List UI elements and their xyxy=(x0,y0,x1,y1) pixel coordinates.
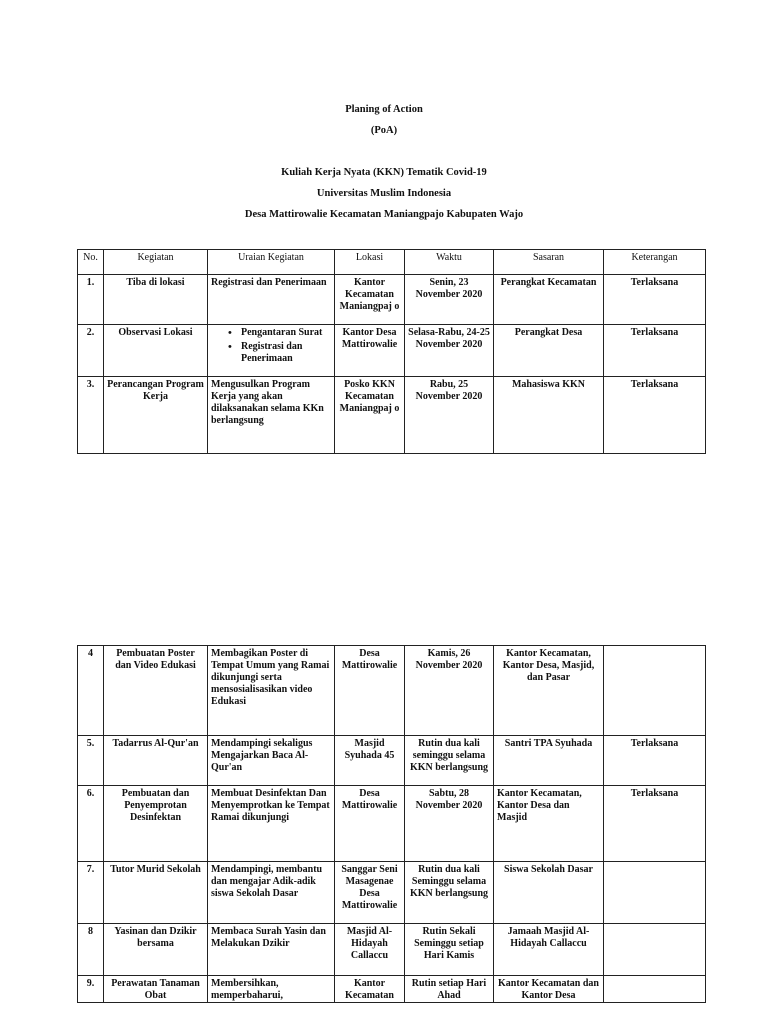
cell-no: 3. xyxy=(78,377,104,454)
cell-no: 9. xyxy=(78,976,104,1003)
cell-no: 2. xyxy=(78,325,104,377)
cell-keterangan xyxy=(604,976,706,1003)
cell-lokasi: Desa Mattirowalie xyxy=(335,646,405,736)
cell-uraian: Membersihkan, memperbaharui, xyxy=(208,976,335,1003)
cell-waktu: Rutin Sekali Seminggu setiap Hari Kamis xyxy=(405,924,494,976)
cell-waktu: Kamis, 26 November 2020 xyxy=(405,646,494,736)
cell-kegiatan: Perancangan Program Kerja xyxy=(104,377,208,454)
column-header-keterangan: Keterangan xyxy=(604,250,706,275)
cell-keterangan: Terlaksana xyxy=(604,736,706,786)
cell-waktu: Sabtu, 28 November 2020 xyxy=(405,786,494,862)
cell-waktu: Rutin setiap Hari Ahad xyxy=(405,976,494,1003)
cell-uraian: Membaca Surah Yasin dan Melakukan Dzikir xyxy=(208,924,335,976)
table-header-row xyxy=(78,250,706,275)
cell-kegiatan: Pembuatan Poster dan Video Edukasi xyxy=(104,646,208,736)
table-row xyxy=(78,976,706,1003)
column-header-uraian: Uraian Kegiatan xyxy=(208,250,335,275)
cell-waktu: Rabu, 25 November 2020 xyxy=(405,377,494,454)
cell-waktu: Selasa-Rabu, 24-25 November 2020 xyxy=(405,325,494,377)
cell-no: 5. xyxy=(78,736,104,786)
cell-kegiatan: Tadarrus Al-Qur'an xyxy=(104,736,208,786)
cell-uraian: Mendampingi sekaligus Mengajarkan Baca Al-Qur'an xyxy=(208,736,335,786)
cell-keterangan: Terlaksana xyxy=(604,377,706,454)
cell-uraian: Registrasi dan Penerimaan xyxy=(208,275,335,325)
table-row xyxy=(78,924,706,976)
cell-kegiatan: Perawatan Tanaman Obat xyxy=(104,976,208,1003)
cell-kegiatan: Pembuatan dan Penyemprotan Desinfektan xyxy=(104,786,208,862)
table-row xyxy=(78,786,706,862)
cell-lokasi: Kantor Kecamatan Maniangpaj o xyxy=(335,275,405,325)
table-row xyxy=(78,325,706,377)
cell-sasaran: Santri TPA Syuhada xyxy=(494,736,604,786)
cell-sasaran: Perangkat Kecamatan xyxy=(494,275,604,325)
cell-lokasi: Posko KKN Kecamatan Maniangpaj o xyxy=(335,377,405,454)
location-line: Desa Mattirowalie Kecamatan Maniangpajo Kabupaten Wajo xyxy=(244,209,524,220)
column-header-no: No. xyxy=(78,250,104,275)
poa-table-part-2 xyxy=(77,645,706,1003)
cell-no: 1. xyxy=(78,275,104,325)
uraian-bullet-list xyxy=(211,327,331,365)
cell-lokasi: Desa Mattirowalie xyxy=(335,786,405,862)
cell-sasaran: Kantor Kecamatan, Kantor Desa, Masjid, dan Pasar xyxy=(494,646,604,736)
cell-keterangan xyxy=(604,924,706,976)
cell-lokasi: Sanggar Seni Masagenae Desa Mattirowalie xyxy=(335,862,405,924)
cell-kegiatan: Tiba di lokasi xyxy=(104,275,208,325)
cell-keterangan: Terlaksana xyxy=(604,786,706,862)
poa-table-part-1 xyxy=(77,249,706,454)
cell-no: 4 xyxy=(78,646,104,736)
cell-uraian: Membuat Desinfektan Dan Menyemprotkan ke Tempat Ramai dikunjungi xyxy=(208,786,335,862)
cell-uraian: Mengusulkan Program Kerja yang akan dilaksanakan selama KKn berlangsung xyxy=(208,377,335,454)
cell-waktu: Rutin dua kali seminggu selama KKN berlangsung xyxy=(405,736,494,786)
cell-sasaran: Siswa Sekolah Dasar xyxy=(494,862,604,924)
university-name: Universitas Muslim Indonesia xyxy=(316,188,452,199)
cell-lokasi: Kantor Desa Mattirowalie xyxy=(335,325,405,377)
column-header-kegiatan: Kegiatan xyxy=(104,250,208,275)
column-header-sasaran: Sasaran xyxy=(494,250,604,275)
cell-kegiatan: Observasi Lokasi xyxy=(104,325,208,377)
cell-uraian: Membagikan Poster di Tempat Umum yang Ramai dikunjungi serta mensosialisasikan video Edukasi xyxy=(208,646,335,736)
cell-no: 6. xyxy=(78,786,104,862)
cell-sasaran: Perangkat Desa xyxy=(494,325,604,377)
table-row xyxy=(78,646,706,736)
cell-keterangan xyxy=(604,646,706,736)
bullet-item: • Registrasi dan Penerimaan xyxy=(241,341,331,365)
cell-sasaran: Mahasiswa KKN xyxy=(494,377,604,454)
cell-sasaran: Kantor Kecamatan dan Kantor Desa xyxy=(494,976,604,1003)
table-row xyxy=(78,862,706,924)
table-row xyxy=(78,377,706,454)
cell-keterangan: Terlaksana xyxy=(604,275,706,325)
document-title: Planing of Action xyxy=(345,104,423,115)
cell-lokasi: Masjid Syuhada 45 xyxy=(335,736,405,786)
bullet-item: • Pengantaran Surat xyxy=(241,327,331,339)
cell-sasaran: Kantor Kecamatan, Kantor Desa dan Masjid xyxy=(494,786,604,862)
document-subtitle: (PoA) xyxy=(370,125,398,136)
table-row xyxy=(78,736,706,786)
column-header-waktu: Waktu xyxy=(405,250,494,275)
cell-no: 8 xyxy=(78,924,104,976)
cell-kegiatan: Tutor Murid Sekolah xyxy=(104,862,208,924)
cell-waktu: Rutin dua kali Seminggu selama KKN berlangsung xyxy=(405,862,494,924)
cell-keterangan: Terlaksana xyxy=(604,325,706,377)
cell-no: 7. xyxy=(78,862,104,924)
program-name: Kuliah Kerja Nyata (KKN) Tematik Covid-19 xyxy=(281,167,487,178)
cell-waktu: Senin, 23 November 2020 xyxy=(405,275,494,325)
cell-uraian: Mendampingi, membantu dan mengajar Adik-adik siswa Sekolah Dasar xyxy=(208,862,335,924)
column-header-lokasi: Lokasi xyxy=(335,250,405,275)
table-row xyxy=(78,275,706,325)
cell-lokasi: Masjid Al-Hidayah Callaccu xyxy=(335,924,405,976)
cell-keterangan xyxy=(604,862,706,924)
cell-lokasi: Kantor Kecamatan xyxy=(335,976,405,1003)
cell-uraian xyxy=(208,325,335,377)
cell-sasaran: Jamaah Masjid Al-Hidayah Callaccu xyxy=(494,924,604,976)
cell-kegiatan: Yasinan dan Dzikir bersama xyxy=(104,924,208,976)
